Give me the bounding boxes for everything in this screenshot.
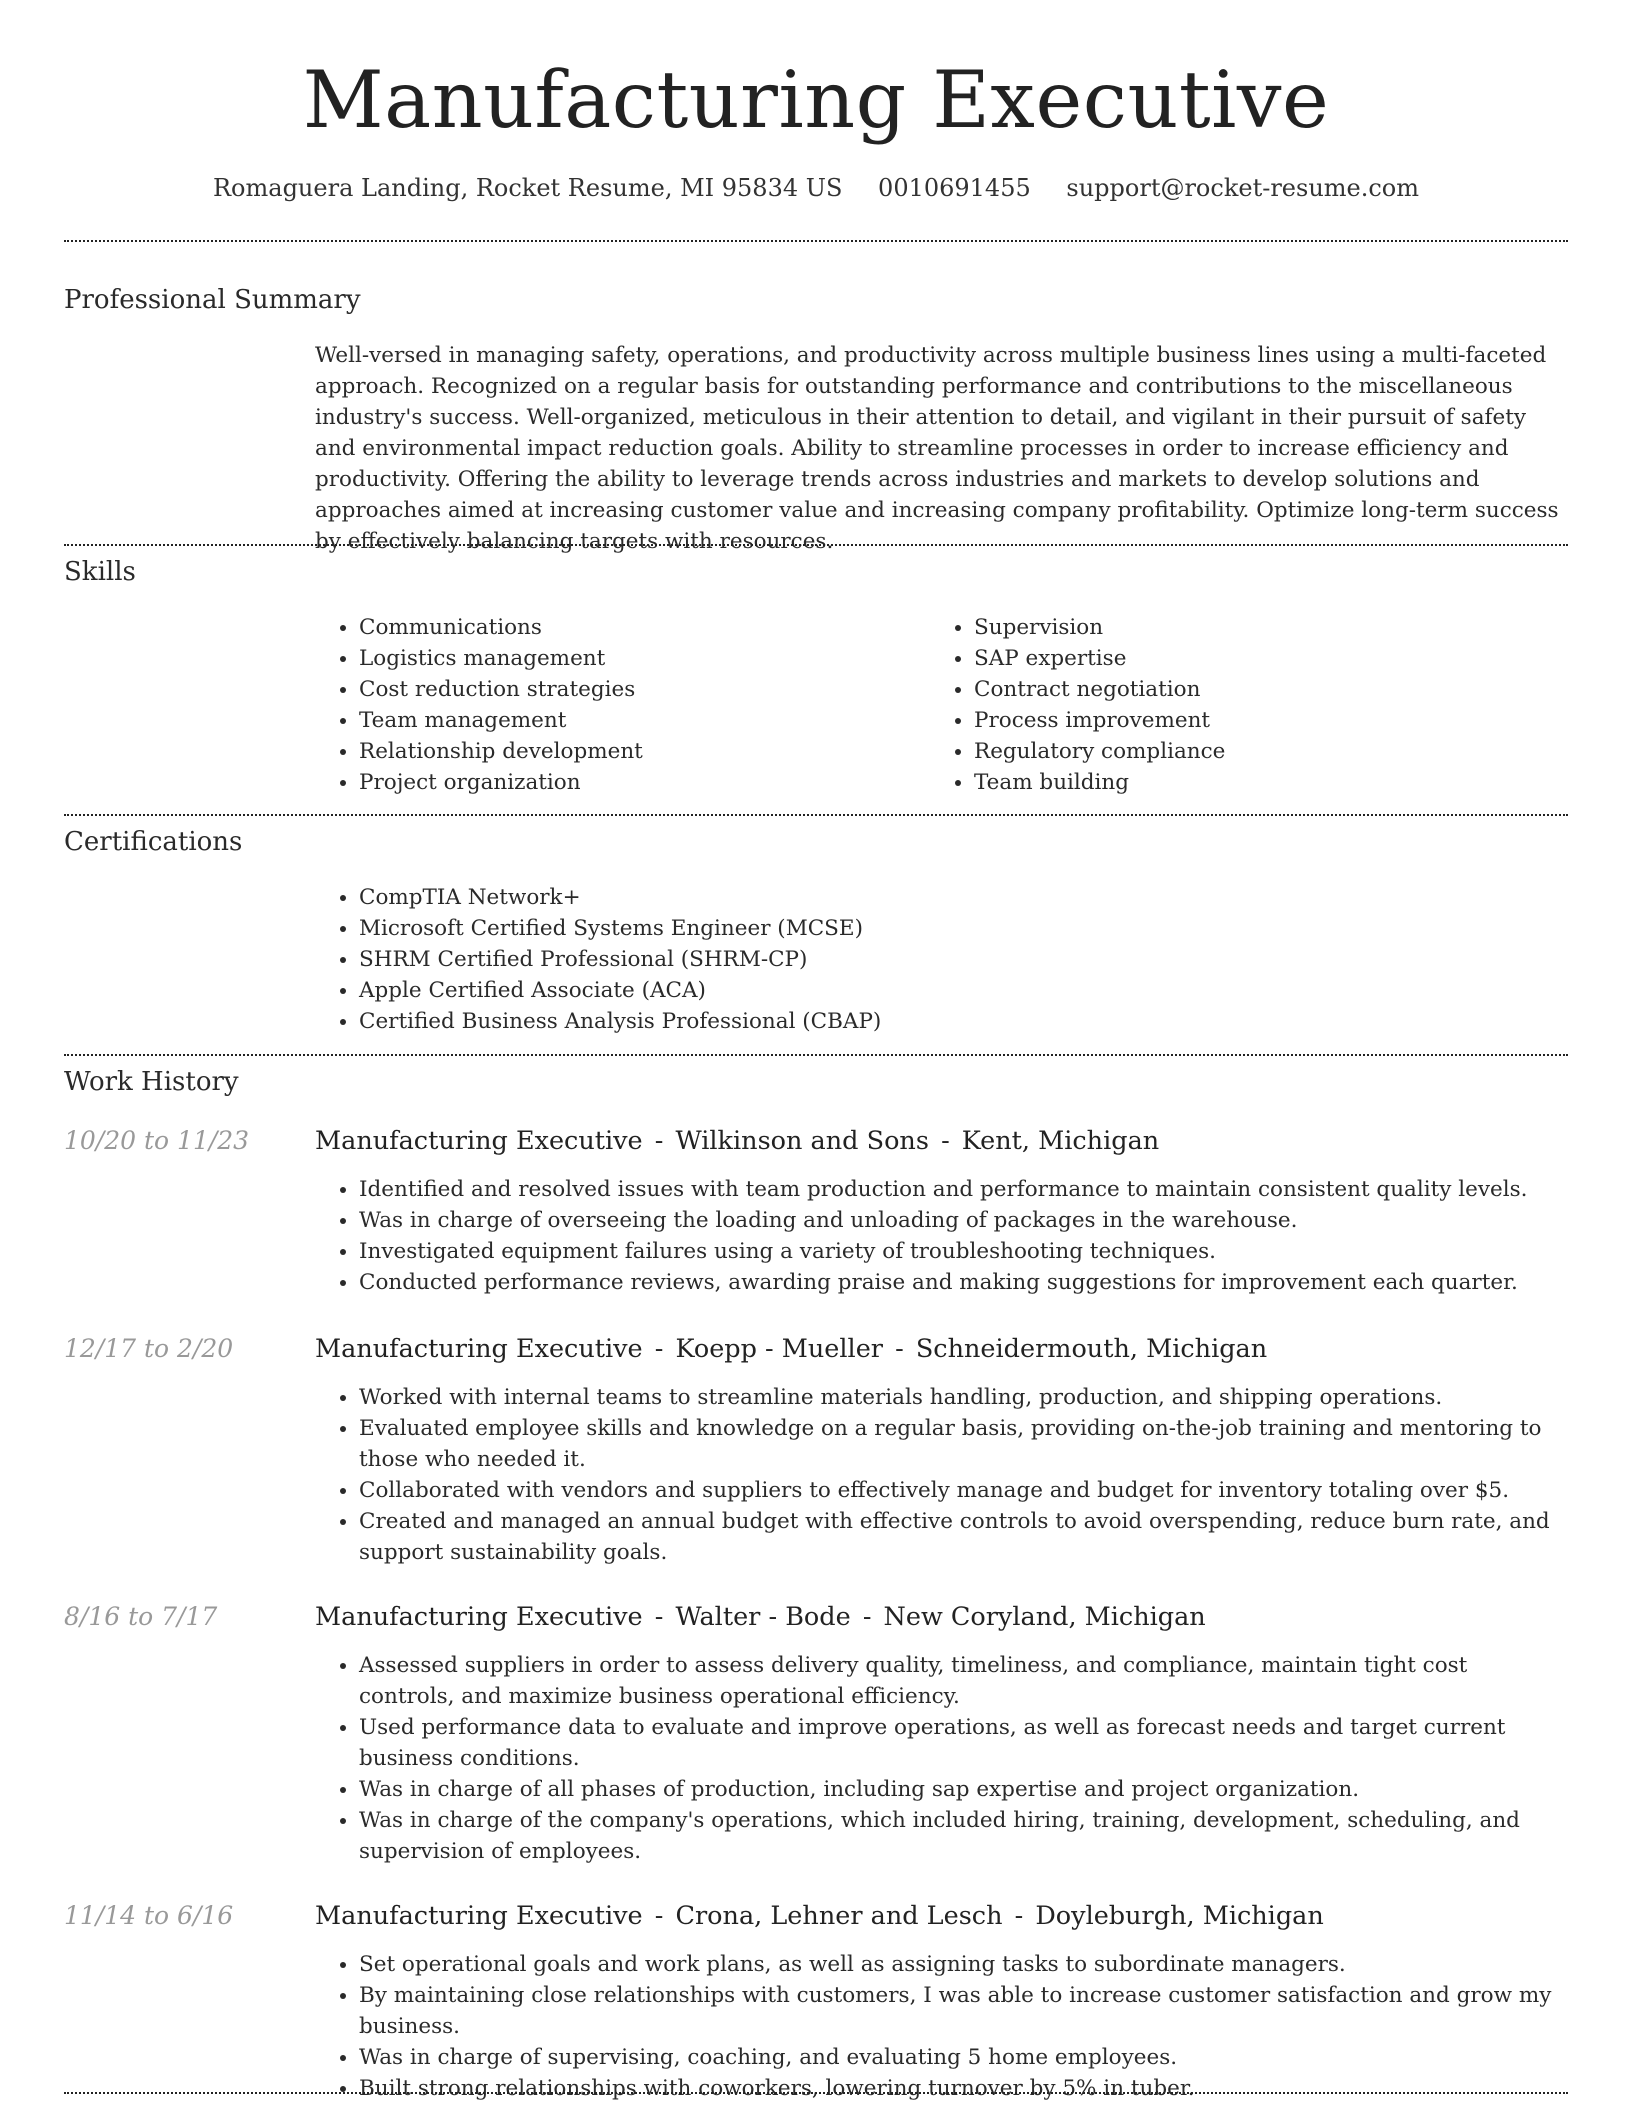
skill-item: • Cost reduction strategies [359,674,929,705]
certification-item: • CompTIA Network+ [359,882,1569,913]
skills-list-right [930,612,1574,798]
job-location: Doyleburgh, Michigan [1035,1901,1324,1931]
job-bullet: • By maintaining close relationships with customers, I was able to increase customer satisfaction and grow my business. [359,1980,1569,2042]
job-separator: - [654,1602,664,1632]
job-bullet: • Was in charge of overseeing the loading and unloading of packages in the warehouse. [359,1205,1569,1236]
certification-item: • Microsoft Certified Systems Engineer (MCSE) [359,913,1569,944]
job-title [315,1123,1159,1159]
section-divider [64,2092,1568,2094]
summary-heading: Professional Summary [64,285,361,315]
resume-page [64,0,1568,2112]
contact-email: support@rocket-resume.com [1066,174,1420,202]
certifications-list [315,882,1569,1037]
skill-item: • Process improvement [974,705,1574,736]
job-bullet: • Investigated equipment failures using a variety of troubleshooting techniques. [359,1236,1569,1267]
job-company: Walter - Bode [675,1602,851,1632]
job-company: Wilkinson and Sons [675,1126,929,1156]
job-role: Manufacturing Executive [315,1334,643,1364]
job-bullet: • Created and managed an annual budget with effective controls to avoid overspending, reduce burn rate, and support sustainability goals. [359,1506,1569,1568]
skill-item: • SAP expertise [974,643,1574,674]
contact-address: Romaguera Landing, Rocket Resume, MI 95834 US [212,174,843,202]
job-dates: 11/14 to 6/16 [64,1901,234,1930]
job-company: Crona, Lehner and Lesch [675,1901,1003,1931]
skill-item: • Contract negotiation [974,674,1574,705]
contact-line [64,170,1568,206]
skill-item: • Relationship development [359,736,929,767]
job-separator: - [654,1126,664,1156]
work-history-heading: Work History [64,1067,239,1097]
job-separator: - [895,1334,904,1364]
job-role: Manufacturing Executive [315,1602,643,1632]
job-bullet: • Identified and resolved issues with team production and performance to maintain consistent quality levels. [359,1174,1569,1205]
job-bullet: • Collaborated with vendors and suppliers to effectively manage and budget for inventory totaling over $5. [359,1475,1569,1506]
job-separator: - [862,1602,872,1632]
job-bullet: • Built strong relationships with coworkers, lowering turnover by 5% in tuber. [359,2073,1569,2104]
skill-item: • Logistics management [359,643,929,674]
job-bullet: • Was in charge of all phases of production, including sap expertise and project organization. [359,1774,1569,1805]
job-bullet: • Worked with internal teams to streamline materials handling, production, and shipping operations. [359,1382,1569,1413]
job-separator: - [941,1126,950,1156]
job-company: Koepp - Mueller [675,1334,883,1364]
job-bullet: • Evaluated employee skills and knowledge on a regular basis, providing on-the-job training and mentoring to those who needed it. [359,1413,1569,1475]
job-location: Kent, Michigan [961,1126,1160,1156]
summary-text: Well-versed in managing safety, operations, and productivity across multiple business lines using a multi-faceted approach. Recognized on a regular basis for outstanding performance and contributions to the miscellaneous industry's success. Well-organized, meticulous in their attention to detail, and vigilant in their pursuit of safety and environmental impact reduction goals. Ability to streamline processes in order to increase efficiency and productivity. Offering the ability to leverage trends across industries and markets to develop solutions and approaches aimed at increasing customer value and increasing company profitability. Optimize long-term success by effectively balancing targets with resources. [315,343,1559,554]
certifications-heading: Certifications [64,827,243,857]
certification-item: • Certified Business Analysis Professional (CBAP) [359,1006,1569,1037]
section-divider [64,1054,1568,1056]
job-dates: 12/17 to 2/20 [64,1334,234,1363]
job-separator: - [654,1334,664,1364]
job-bullet: • Assessed suppliers in order to assess delivery quality, timeliness, and compliance, maintain tight cost controls, and maximize business operational efficiency. [359,1650,1569,1712]
certification-item: • SHRM Certified Professional (SHRM-CP) [359,944,1569,975]
job-bullet: • Was in charge of supervising, coaching, and evaluating 5 home employees. [359,2042,1569,2073]
section-divider [64,814,1568,816]
section-divider [64,240,1568,242]
job-bullets [315,1650,1569,1867]
job-bullet: • Conducted performance reviews, awarding praise and making suggestions for improvement each quarter. [359,1267,1569,1298]
certification-item: • Apple Certified Associate (ACA) [359,975,1569,1006]
job-bullets [315,1949,1569,2104]
job-dates: 10/20 to 11/23 [64,1126,250,1155]
job-separator: - [654,1901,664,1931]
job-location: Schneidermouth, Michigan [915,1334,1268,1364]
job-role: Manufacturing Executive [315,1901,643,1931]
job-separator: - [1014,1901,1024,1931]
section-divider [64,544,1568,546]
resume-name: Manufacturing Executive [302,54,1330,146]
job-bullets [315,1382,1569,1568]
job-title [315,1898,1324,1934]
skills-heading: Skills [64,557,136,587]
skill-item: • Team management [359,705,929,736]
job-bullet: • Was in charge of the company's operations, which included hiring, training, development, scheduling, and supervision of employees. [359,1805,1569,1867]
skill-item: • Supervision [974,612,1574,643]
contact-phone: 0010691455 [878,174,1031,202]
job-title [315,1331,1267,1367]
job-bullets [315,1174,1569,1298]
job-location: New Coryland, Michigan [883,1602,1206,1632]
skill-item: • Communications [359,612,929,643]
skill-item: • Project organization [359,767,929,798]
job-bullet: • Used performance data to evaluate and improve operations, as well as forecast needs and target current business conditions. [359,1712,1569,1774]
job-bullet: • Set operational goals and work plans, as well as assigning tasks to subordinate managers. [359,1949,1569,1980]
job-title [315,1599,1206,1635]
skill-item: • Team building [974,767,1574,798]
job-dates: 8/16 to 7/17 [64,1602,218,1631]
skills-list-left [315,612,929,798]
job-role: Manufacturing Executive [315,1126,643,1156]
skill-item: • Regulatory compliance [974,736,1574,767]
